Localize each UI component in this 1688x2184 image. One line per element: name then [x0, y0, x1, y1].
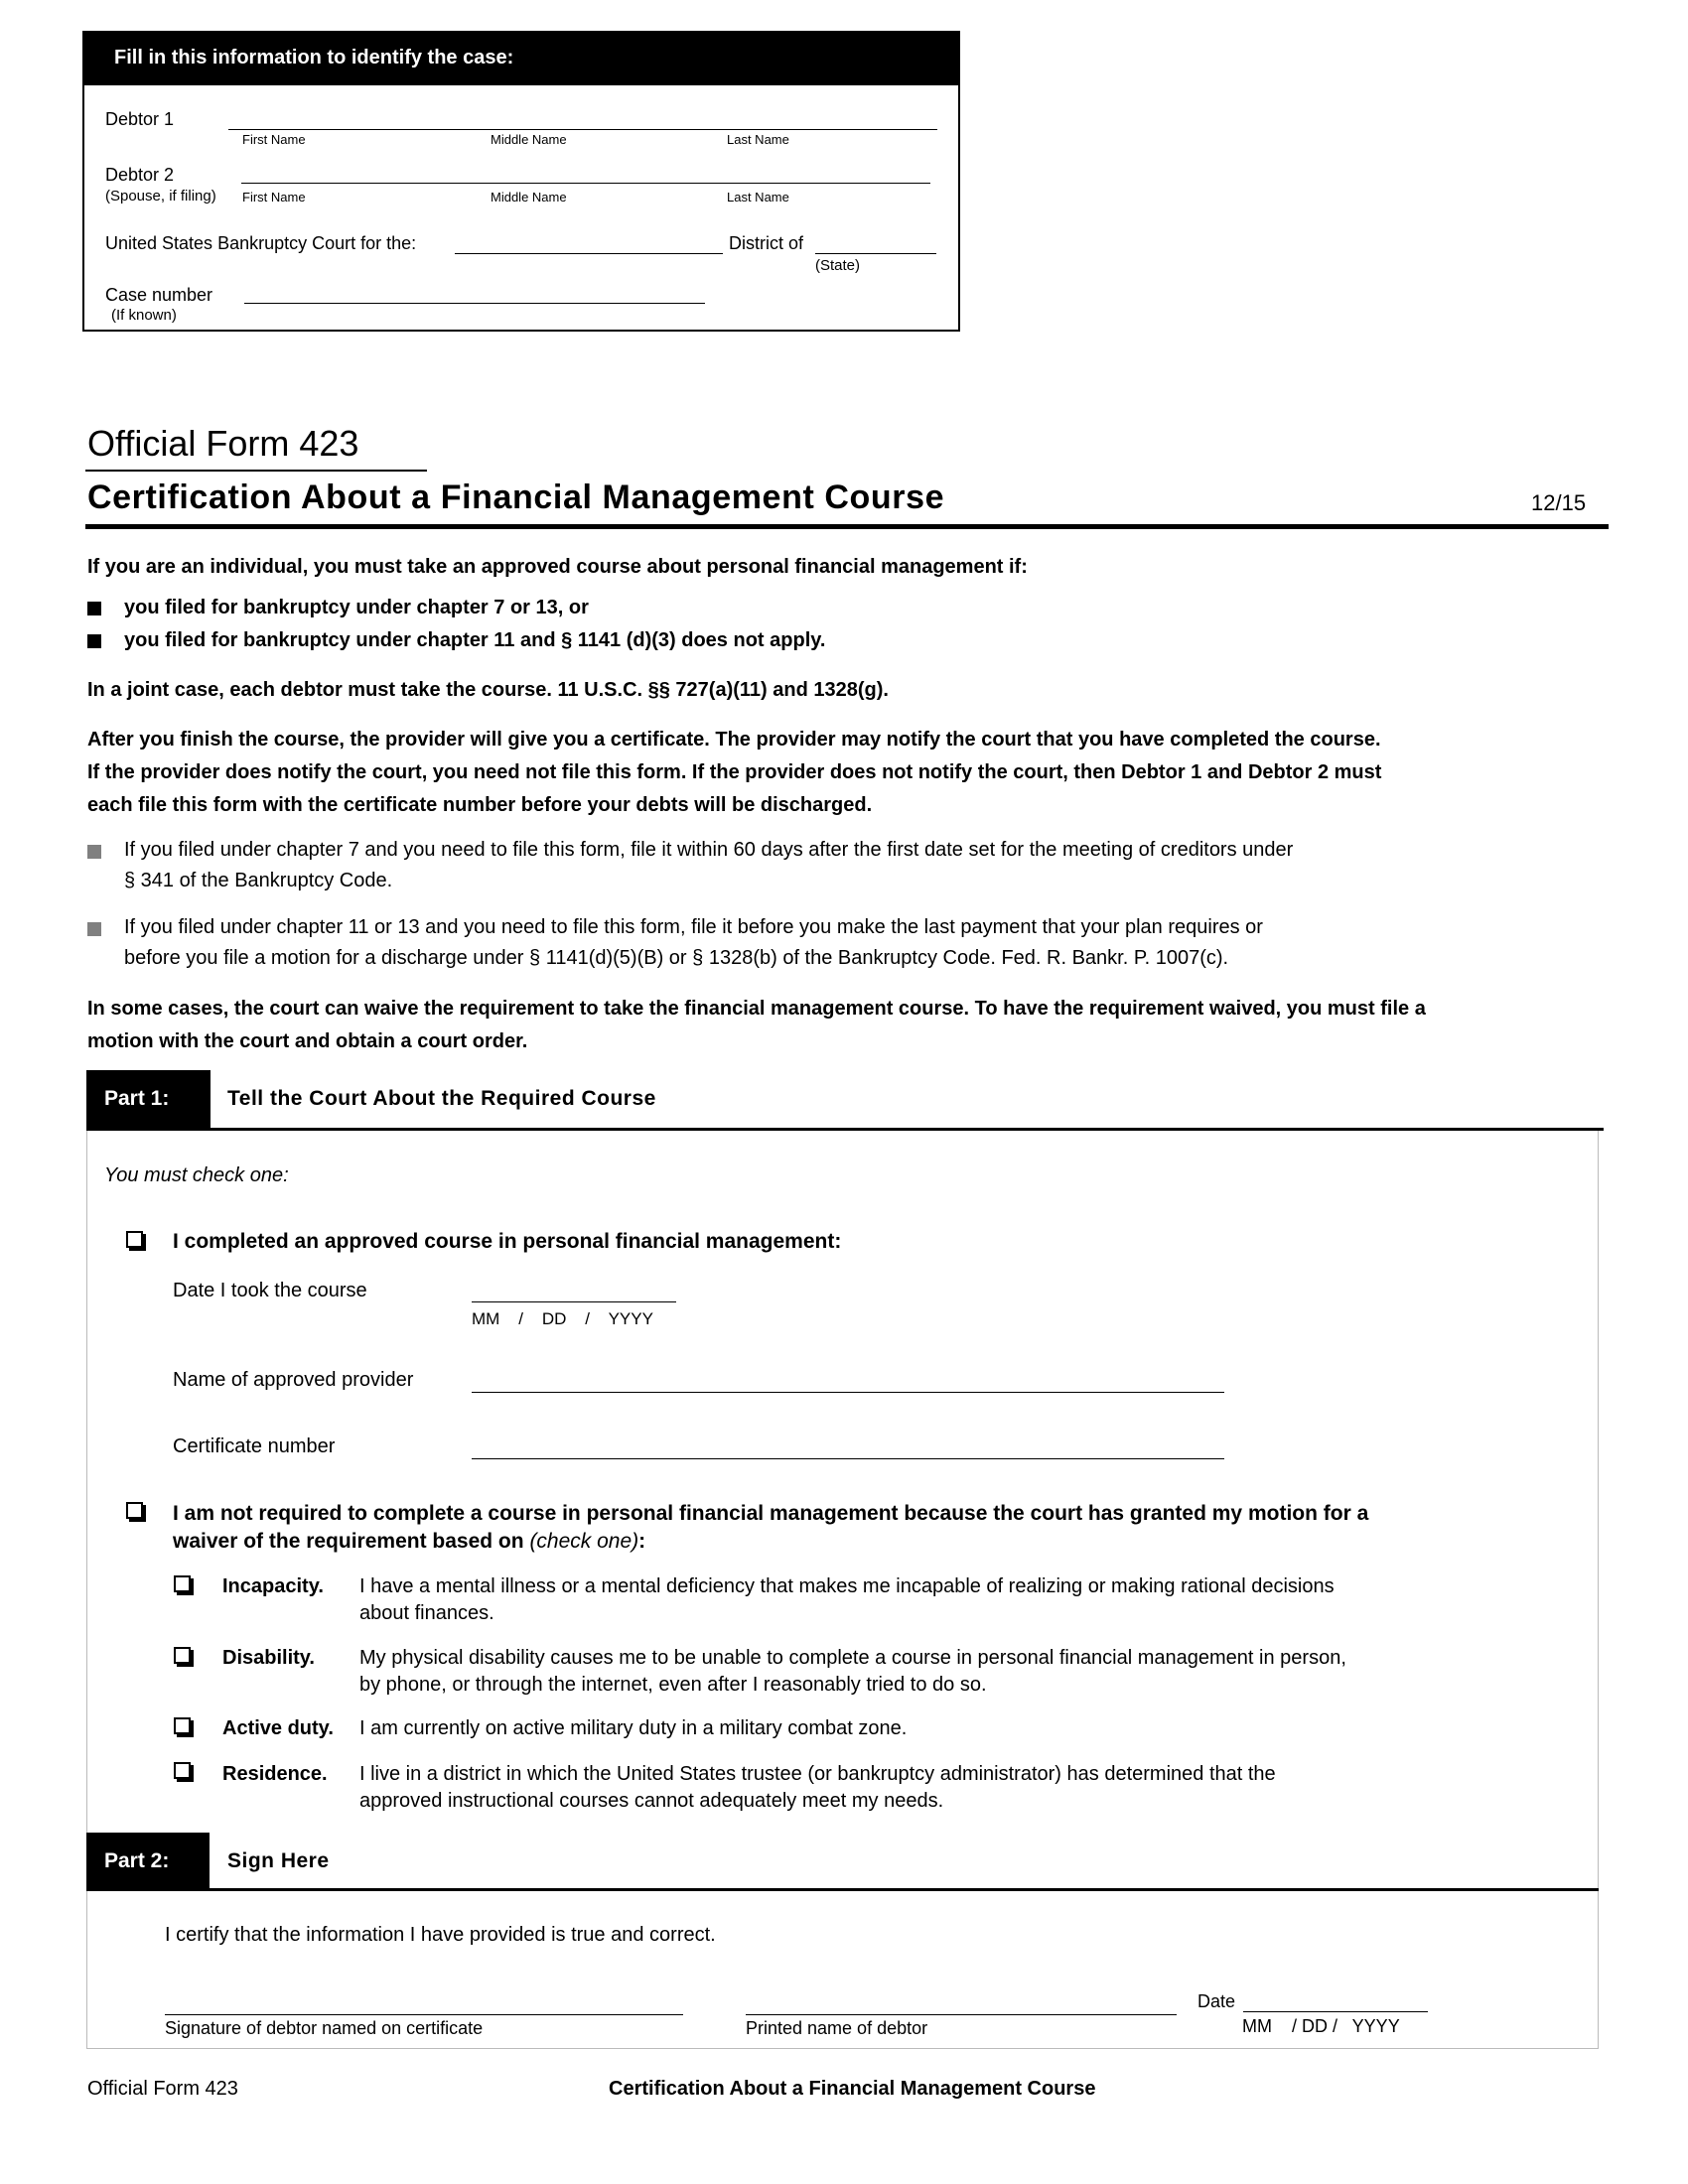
- printed-name-caption: Printed name of debtor: [746, 2018, 928, 2038]
- active-duty-desc-line-1: I am currently on active military duty in a military combat zone.: [359, 1717, 908, 1739]
- sign-date-format: MM / DD / YYYY: [1242, 2016, 1400, 2036]
- residence-label: Residence.: [222, 1763, 328, 1785]
- course-date-field[interactable]: [472, 1301, 676, 1302]
- footer-form-number: Official Form 423: [87, 2078, 238, 2100]
- filing-note-1-line-1: If you filed under chapter 7 and you need to file this form, file it within 60 days after the first date set for the meeting of creditors under: [124, 839, 1294, 861]
- case-info-title: Fill in this information to identify the case:: [114, 47, 514, 68]
- disability-desc-line-1: My physical disability causes me to be unable to complete a course in personal financial management in person,: [359, 1647, 1346, 1669]
- active-duty-checkbox[interactable]: [174, 1717, 191, 1734]
- disability-checkbox[interactable]: [174, 1647, 191, 1664]
- bankruptcy-court-label: United States Bankruptcy Court for the:: [105, 233, 417, 253]
- residence-desc-line-1: I live in a district in which the United States trustee (or bankruptcy administrator) has determined that the: [359, 1763, 1276, 1785]
- debtor2-last-name-caption: Last Name: [727, 190, 789, 205]
- filing-note-2-line-1: If you filed under chapter 11 or 13 and you need to file this form, file it before you make the last payment that your plan requires or: [124, 916, 1263, 938]
- intro-paragraph-3-line-3: each file this form with the certificate number before your debts will be discharged.: [87, 794, 873, 816]
- not-required-checkbox[interactable]: [126, 1502, 143, 1519]
- printed-name-field[interactable]: [746, 2014, 1177, 2015]
- must-check-one: You must check one:: [104, 1164, 289, 1186]
- signature-caption: Signature of debtor named on certificate: [165, 2018, 484, 2038]
- check-one-hint: (check one): [529, 1530, 639, 1553]
- sign-date-field[interactable]: [1243, 2011, 1428, 2012]
- incapacity-label: Incapacity.: [222, 1575, 324, 1597]
- waiver-basis-text: waiver of the requirement based on: [173, 1530, 524, 1553]
- bullet-square: [87, 634, 101, 648]
- district-field[interactable]: [815, 253, 936, 254]
- not-required-label-line-2: [173, 1530, 645, 1554]
- provider-field[interactable]: [472, 1392, 1224, 1393]
- part2-title: Sign Here: [227, 1849, 330, 1872]
- form-title: Certification About a Financial Management Course: [87, 478, 945, 516]
- completed-course-checkbox[interactable]: [126, 1231, 143, 1248]
- residence-desc-line-2: approved instructional courses cannot adequately meet my needs.: [359, 1790, 944, 1812]
- completed-course-label: I completed an approved course in personal financial management:: [173, 1230, 842, 1253]
- certify-statement: I certify that the information I have provided is true and correct.: [165, 1924, 716, 1946]
- not-required-label-line-1: I am not required to complete a course in personal financial management because the court has granted my motion for a: [173, 1502, 1369, 1525]
- debtor1-last-name-caption: Last Name: [727, 132, 789, 147]
- case-number-caption: (If known): [111, 307, 177, 324]
- provider-label: Name of approved provider: [173, 1369, 414, 1391]
- certificate-number-label: Certificate number: [173, 1435, 336, 1457]
- colon: :: [638, 1530, 646, 1553]
- debtor2-middle-name-caption: Middle Name: [491, 190, 567, 205]
- part1-title: Tell the Court About the Required Course: [227, 1087, 656, 1110]
- intro-paragraph-3-line-2: If the provider does notify the court, you need not file this form. If the provider does not notify the court, then Debtor 1 and Debtor 2 must: [87, 761, 1382, 783]
- part2-rule: [86, 1888, 1599, 1891]
- gray-bullet-square: [87, 922, 101, 936]
- bullet-square: [87, 602, 101, 615]
- waiver-paragraph-line-2: motion with the court and obtain a court order.: [87, 1030, 528, 1052]
- intro-paragraph-3-line-1: After you finish the course, the provider will give you a certificate. The provider may notify the court that you have completed the course.: [87, 729, 1381, 751]
- state-caption: (State): [815, 257, 861, 274]
- form-revision: 12/15: [1531, 490, 1587, 515]
- filing-note-2-line-2: before you file a motion for a discharge under § 1141(d)(5)(B) or § 1328(b) of the Bankruptcy Code. Fed. R. Bankr. P. 1007(c).: [124, 947, 1229, 969]
- case-info-box: [82, 31, 960, 332]
- certificate-number-field[interactable]: [472, 1458, 1224, 1459]
- debtor1-name-field[interactable]: [228, 129, 937, 130]
- sign-date-label: Date: [1197, 1991, 1236, 2011]
- part1-tag: Part 1:: [86, 1070, 211, 1128]
- debtor1-middle-name-caption: Middle Name: [491, 132, 567, 147]
- active-duty-label: Active duty.: [222, 1717, 334, 1739]
- form-number: Official Form 423: [87, 423, 359, 464]
- incapacity-desc-line-2: about finances.: [359, 1602, 494, 1624]
- signature-field[interactable]: [165, 2014, 683, 2015]
- disability-label: Disability.: [222, 1647, 315, 1669]
- debtor1-first-name-caption: First Name: [242, 132, 306, 147]
- debtor2-spouse-caption: (Spouse, if filing): [105, 188, 216, 205]
- debtor2-first-name-caption: First Name: [242, 190, 306, 205]
- waiver-paragraph-line-1: In some cases, the court can waive the requirement to take the financial management course. To have the requirement waived, you must file a: [87, 998, 1426, 1020]
- disability-desc-line-2: by phone, or through the internet, even after I reasonably tried to do so.: [359, 1674, 987, 1696]
- part1-rule: [86, 1128, 1604, 1131]
- case-number-label: Case number: [105, 285, 213, 305]
- intro-bullet-1: you filed for bankruptcy under chapter 7 or 13, or: [124, 597, 589, 618]
- case-number-field[interactable]: [244, 303, 705, 304]
- course-date-label: Date I took the course: [173, 1280, 367, 1301]
- filing-note-1-line-2: § 341 of the Bankruptcy Code.: [124, 870, 393, 891]
- incapacity-desc-line-1: I have a mental illness or a mental deficiency that makes me incapable of realizing or making rational decisions: [359, 1575, 1335, 1597]
- intro-paragraph-2: In a joint case, each debtor must take the course. 11 U.S.C. §§ 727(a)(11) and 1328(g).: [87, 679, 889, 701]
- part2-header: [86, 1833, 1599, 1890]
- form-number-underline: [85, 470, 427, 472]
- footer-form-title: Certification About a Financial Management Course: [609, 2078, 1096, 2100]
- part1-header: [86, 1070, 1604, 1128]
- part2-tag: Part 2:: [86, 1833, 210, 1890]
- bankruptcy-court-field[interactable]: [455, 253, 723, 254]
- intro-bullet-2: you filed for bankruptcy under chapter 11 and § 1141 (d)(3) does not apply.: [124, 629, 826, 651]
- debtor2-label: Debtor 2: [105, 165, 175, 185]
- course-date-format: MM / DD / YYYY: [472, 1309, 653, 1328]
- district-label: District of: [729, 233, 804, 253]
- residence-checkbox[interactable]: [174, 1762, 191, 1779]
- debtor2-name-field[interactable]: [241, 183, 930, 184]
- incapacity-checkbox[interactable]: [174, 1575, 191, 1592]
- debtor1-label: Debtor 1: [105, 109, 175, 129]
- gray-bullet-square: [87, 845, 101, 859]
- intro-paragraph-1: If you are an individual, you must take an approved course about personal financial management if:: [87, 556, 1028, 578]
- title-rule: [85, 524, 1609, 529]
